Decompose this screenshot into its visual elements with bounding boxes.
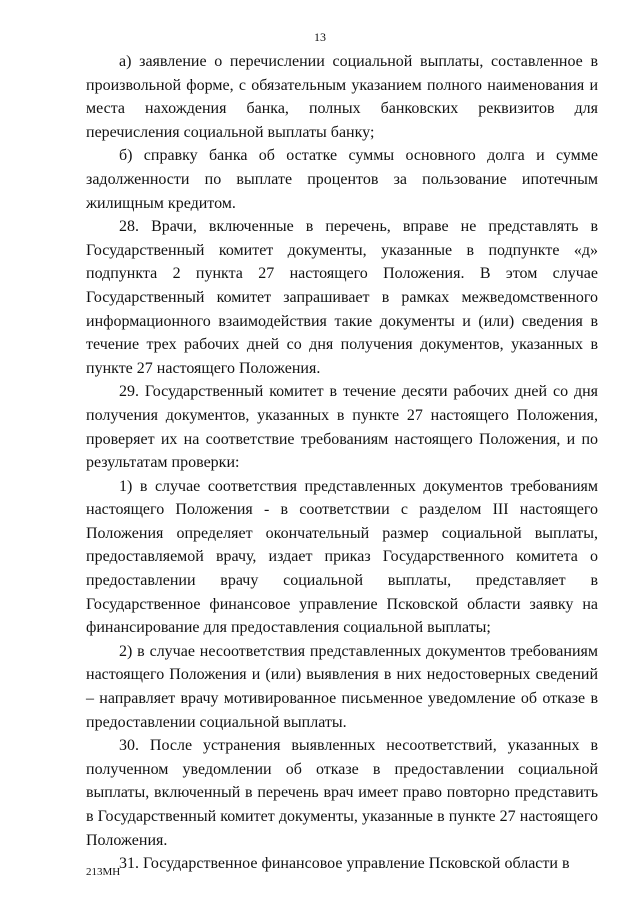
- paragraph-29-2: 2) в случае несоответствия представленных документов требованиям настоящего Положения и (или) выявления в них недостоверных сведений – направляет врачу мотивированное письменное уведомление об отказе в предоставлении социальной выплаты.: [86, 642, 598, 731]
- footer-document-code: 213МН: [86, 866, 121, 878]
- page-number: 13: [314, 30, 326, 44]
- paragraph-29: 29. Государственный комитет в течение десяти рабочих дней со дня получения документов, указанных в пункте 27 настоящего Положения, проверяет их на соответствие требованиям настоящего Положения, и по результатам проверки:: [86, 383, 598, 472]
- paragraph-29-1: 1) в случае соответствия представленных документов требованиям настоящего Положения - в соответствии с разделом III настоящего Положения определяет окончательный размер социальной выплаты, предоставляемой врачу, издает приказ Государственного комитета о предоставлении врачу социальной выплаты, представляет в Государственное финансовое управление Псковской области заявку на финансирование для предоставления социальной выплаты;: [86, 477, 598, 637]
- document-body: [86, 50, 598, 876]
- paragraph-30: 30. После устранения выявленных несоответствий, указанных в полученном уведомлении об отказе в предоставлении социальной выплаты, включенный в перечень врач имеет право повторно представить в Государственный комитет документы, указанные в пункте 27 настоящего Положения.: [86, 737, 598, 849]
- paragraph-31: 31. Государственное финансовое управление Псковской области в: [119, 855, 570, 873]
- paragraph-a: а) заявление о перечислении социальной выплаты, составленное в произвольной форме, с обязательным указанием полного наименования и места нахождения банка, полных банковских реквизитов для перечисления социальной выплаты банку;: [86, 53, 598, 141]
- paragraph-28: 28. Врачи, включенные в перечень, вправе не представлять в Государственный комитет документы, указанные в подпункте «д» подпункта 2 пункта 27 настоящего Положения. В этом случае Государственный комитет запрашивает в рамках межведомственного информационного взаимодействия такие документы и (или) сведения в течение трех рабочих дней со дня получения документов, указанных в пункте 27 настоящего Положения.: [86, 218, 598, 377]
- paragraph-b: б) справку банка об остатке суммы основного долга и сумме задолженности по выплате процентов за пользование ипотечным жилищным кредитом.: [86, 147, 598, 212]
